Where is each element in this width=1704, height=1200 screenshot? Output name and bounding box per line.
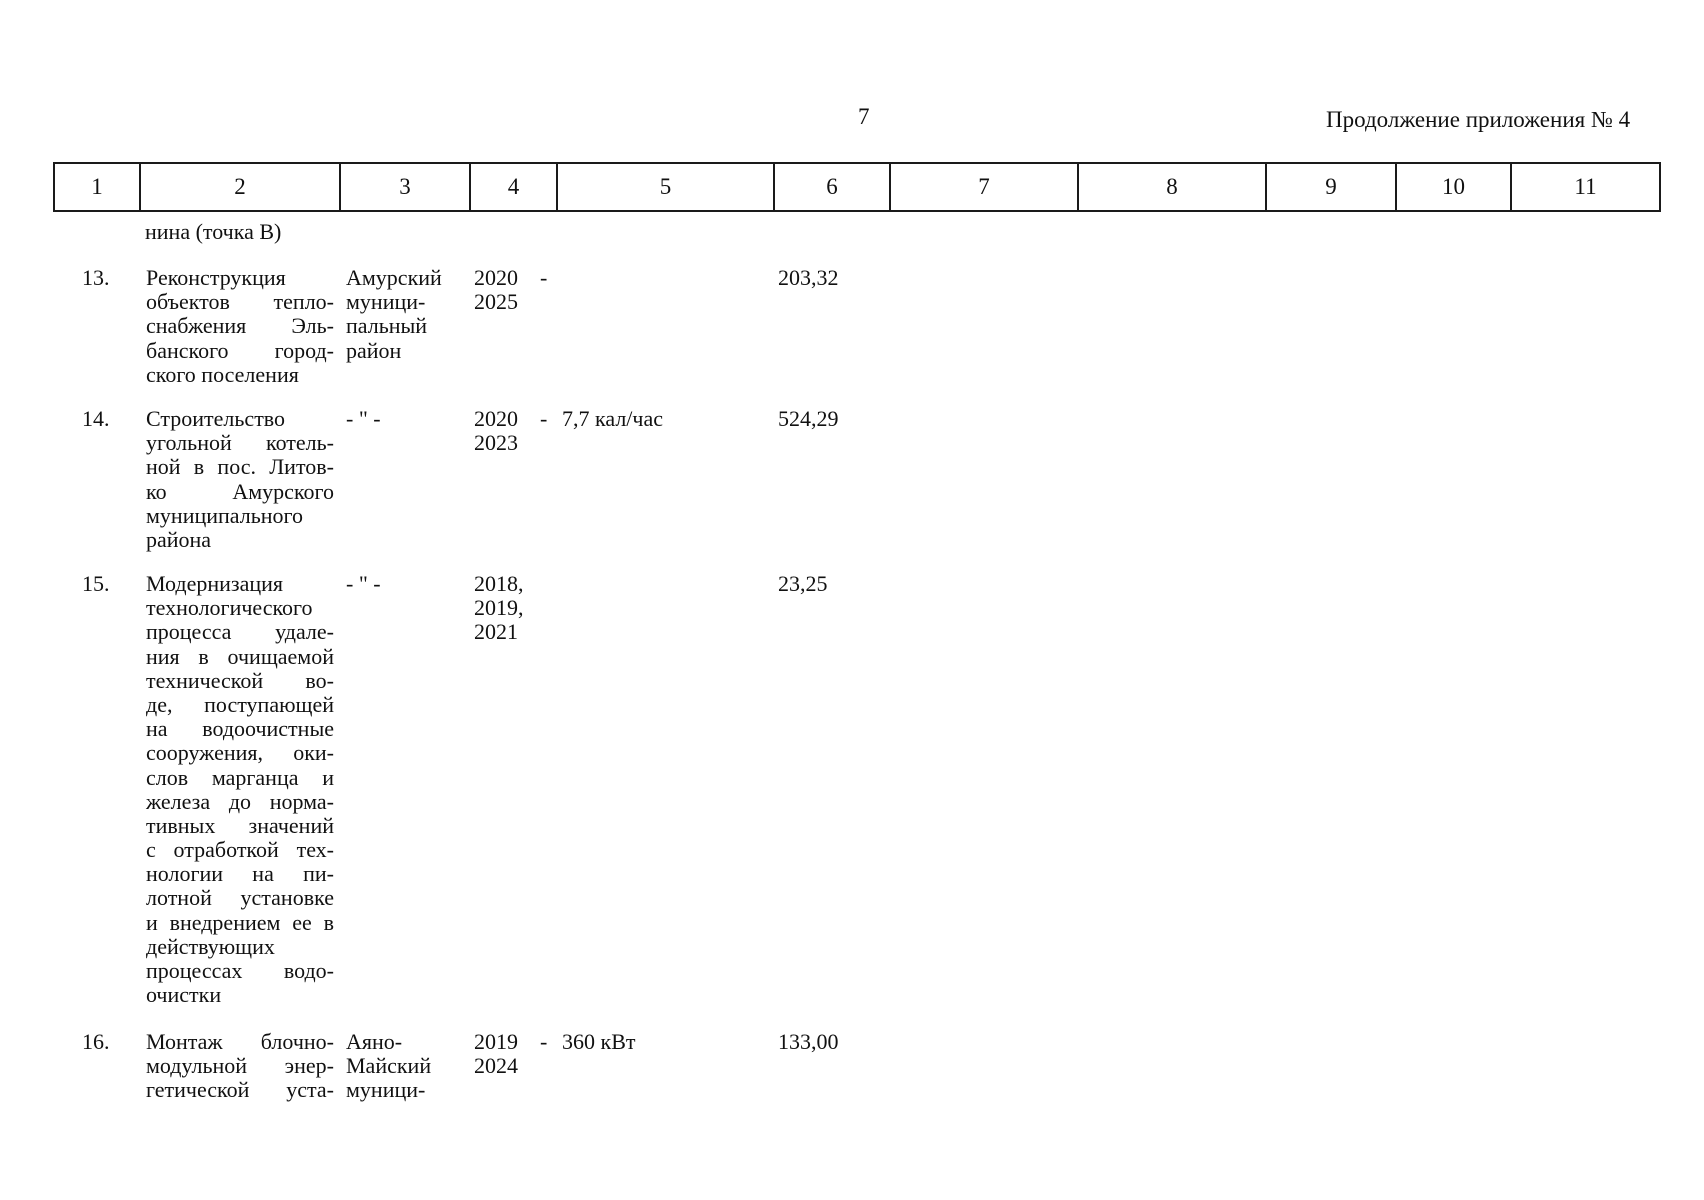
- project-name: Монтаж блочно- модульной энер- гетической уста-: [146, 1029, 334, 1103]
- funding-amount: 133,00: [778, 1029, 839, 1054]
- column-header-6: 6: [774, 163, 890, 211]
- years-dash: -: [540, 1029, 548, 1054]
- column-header-9: 9: [1266, 163, 1396, 211]
- funding-amount: 23,25: [778, 571, 828, 596]
- row-number: 16.: [82, 1029, 110, 1054]
- column-header-7: 7: [890, 163, 1078, 211]
- column-header-2: 2: [140, 163, 340, 211]
- row-number: 13.: [82, 265, 110, 290]
- municipality: Амурский муници- пальный район: [346, 265, 442, 363]
- project-name: Реконструкция объектов тепло- снабжения Эль- банского город- ского поселения: [146, 265, 334, 387]
- project-name: Строительство угольной котель- ной в пос. Литов- ко Амурского муниципального района: [146, 406, 334, 552]
- implementation-years: 2020 2023: [474, 406, 518, 456]
- implementation-years: 2019 2024: [474, 1029, 518, 1079]
- years-dash: -: [540, 406, 548, 431]
- page-number: 7: [858, 104, 870, 129]
- municipality: - " -: [346, 571, 381, 596]
- years-dash: -: [540, 265, 548, 290]
- project-name: Модернизация технологического процесса удале- ния в очищаемой технической во- де, поступающей на водоочистные сооружения, оки- слов марганца и железа до норма- тивных значений с отработкой тех- нологии на пи- лотной установке и внедрением ее в действующих процессах водо- очистки: [146, 571, 334, 1008]
- column-header-5: 5: [557, 163, 774, 211]
- column-header-3: 3: [340, 163, 470, 211]
- column-number-header: [53, 162, 1661, 212]
- row-number: 15.: [82, 571, 110, 596]
- column-header-8: 8: [1078, 163, 1266, 211]
- funding-amount: 203,32: [778, 265, 839, 290]
- implementation-years: 2018, 2019, 2021: [474, 571, 524, 645]
- appendix-continuation-label: Продолжение приложения № 4: [1326, 107, 1631, 132]
- implementation-years: 2020 2025: [474, 265, 518, 315]
- municipality: - " -: [346, 406, 381, 431]
- column-header-11: 11: [1511, 163, 1660, 211]
- capacity: 7,7 кал/час: [562, 406, 663, 431]
- column-header-1: 1: [54, 163, 140, 211]
- capacity: 360 кВт: [562, 1029, 636, 1054]
- column-header-10: 10: [1396, 163, 1511, 211]
- funding-amount: 524,29: [778, 406, 839, 431]
- municipality: Аяно- Майский муници-: [346, 1029, 432, 1103]
- row-number: 14.: [82, 406, 110, 431]
- column-header-4: 4: [470, 163, 557, 211]
- continued-text-line: нина (точка В): [145, 219, 282, 244]
